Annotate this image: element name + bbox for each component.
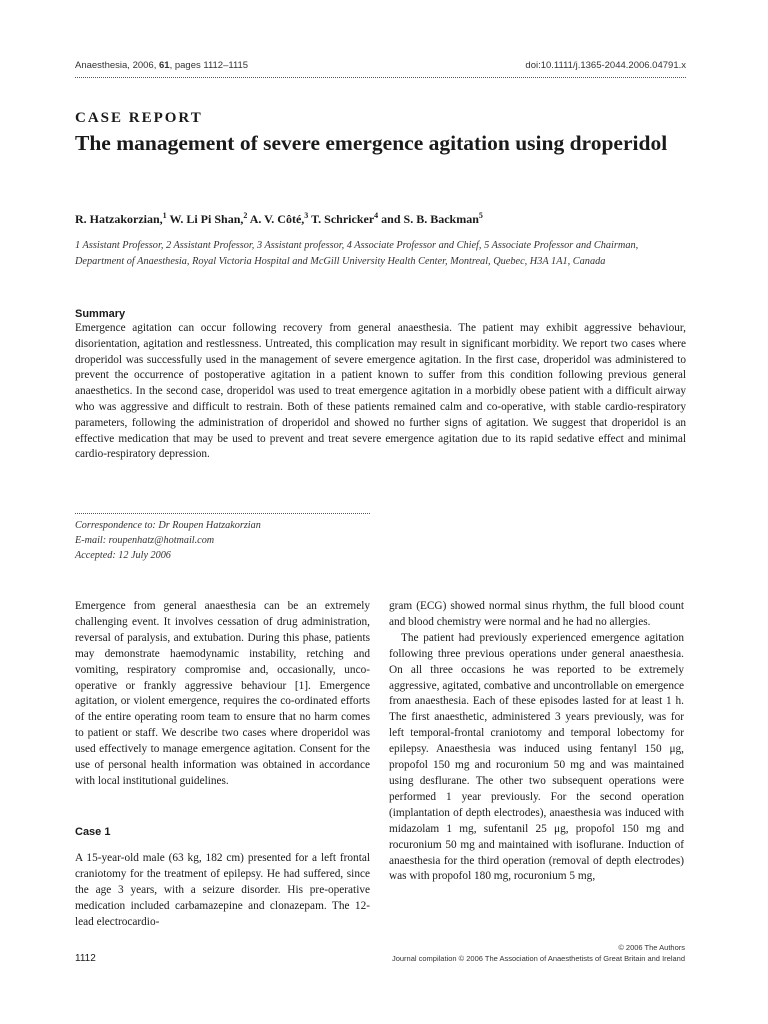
affiliations: 1 Assistant Professor, 2 Assistant Professor, 3 Assistant professor, 4 Associate Professor and Chief, 5 Associate Professor and Chairman, Department of Anaesthesia, Royal Victoria Hospital and McGill University Health Center, Montreal, Quebec, H3A 1A1, Canada: [75, 240, 639, 267]
citation: Anaesthesia, 2006, 61, pages 1112–1115: [75, 60, 249, 71]
email[interactable]: E-mail: roupenhatz@hotmail.com: [75, 535, 215, 546]
author: T. Schricker$^4$: [308, 211, 379, 226]
left-column: [75, 599, 370, 790]
correspondence: Correspondence to: Dr Roupen Hatzakorzian: [75, 520, 261, 531]
copyright-footer: [392, 942, 685, 964]
author: A. V. Côté,$^3$: [247, 211, 309, 226]
copyright: © 2006 The Authors: [618, 943, 685, 952]
right-column: [389, 599, 684, 885]
journal-compilation: Journal compilation © 2006 The Association of Anaesthetists of Great Britain and Ireland: [391, 954, 685, 963]
article-title: The management of severe emergence agitation using droperidol: [75, 131, 668, 155]
author: and S. B. Backman$^5$: [378, 211, 483, 226]
author-list: [75, 211, 686, 227]
accepted-date: Accepted: 12 July 2006: [75, 550, 171, 561]
correspondence-block: [75, 518, 375, 563]
summary-heading: Summary: [75, 308, 126, 320]
page-number: 1112: [75, 953, 96, 964]
case1-paragraph: A 15-year-old male (63 kg, 182 cm) presented for a left frontal craniotomy for the treatment of epilepsy. He had suffered, since the age 3 years, with a seizure disorder. His pre-operative medication included carbamazepine and clonazepam. The 12-lead electrocardio-: [75, 852, 370, 928]
running-header: [75, 60, 686, 78]
body-paragraph: gram (ECG) showed normal sinus rhythm, the full blood count and blood chemistry were normal and he had no allergies.: [389, 600, 684, 628]
article-type: CASE REPORT: [75, 110, 203, 126]
correspondence-divider: [75, 513, 370, 514]
doi[interactable]: doi:10.1111/j.1365-2044.2006.04791.x: [525, 60, 686, 71]
intro-paragraph: Emergence from general anaesthesia can be an extremely challenging event. It involves cessation of drug administration, reversal of paralysis, and extubation. During this phase, patients may demonstrate haemodynamic instability, retching and vomiting, respiratory compromise and, occasionally, unco-operative or frankly aggressive behaviour [1]. Emergence agitation, or violent emergence, requires the co-ordinated efforts of the entire operating room team to ensure that no harm comes to patient or staff. We describe two cases where droperidol was used effectively to manage emergence agitation. Consent for the use of personal health information was obtained in accordance with local institutional guidelines.: [75, 600, 370, 787]
author: R. Hatzakorzian,$^1$: [75, 211, 167, 226]
case1-heading: Case 1: [75, 826, 111, 838]
summary-text: Emergence agitation can occur following recovery from general anaesthesia. The patient may exhibit aggressive behaviour, disorientation, agitation and restlessness. Untreated, this complication may result in significant morbidity. We report two cases where droperidol was successfully used in the management of severe emergence agitation. In the first case, droperidol was administered to prevent the occurrence of postoperative agitation in a patient known to suffer from this condition following previous general anaesthetics. In the second case, droperidol was used to treat emergence agitation in a morbidly obese patient with a difficult airway who was aggressive and difficult to restrain. Both of these patients remained calm and co-operative, with stable cardio-respiratory parameters, following the administration of droperidol and showed no further signs of agitation. We suggest that droperidol is an effective medication that may be used to prevent and treat severe emergence agitation due to its rapid sedative effect and minimal cardio-respiratory depression.: [75, 322, 686, 461]
author: W. Li Pi Shan,$^2$: [166, 211, 248, 226]
body-paragraph: The patient had previously experienced emergence agitation following three previous operations under general anaesthesia. On all three occasions he was reported to be extremely aggressive, agitated, combative and uncontrollable on emergence from anaesthesia. Each of these episodes lasted for at least 1 h. The first anaesthetic, administered 3 years previously, was for left temporal-frontal craniotomy and temporal lobectomy for epilepsy. Anaesthesia was induced using fentanyl 150 μg, propofol 150 mg and rocuronium 50 mg and was maintained using desflurane. The other two subsequent operations were performed 1 year previously. For the second operation (implantation of depth electrodes), anaesthesia was induced with midazolam 1 mg, sufentanil 25 μg, propofol 150 mg and rocuronium 50 mg and maintained with isoflurane. Induction of anaesthesia for the third operation (removal of depth electrodes) was with propofol 180 mg, rocuronium 5 mg,: [389, 631, 684, 883]
